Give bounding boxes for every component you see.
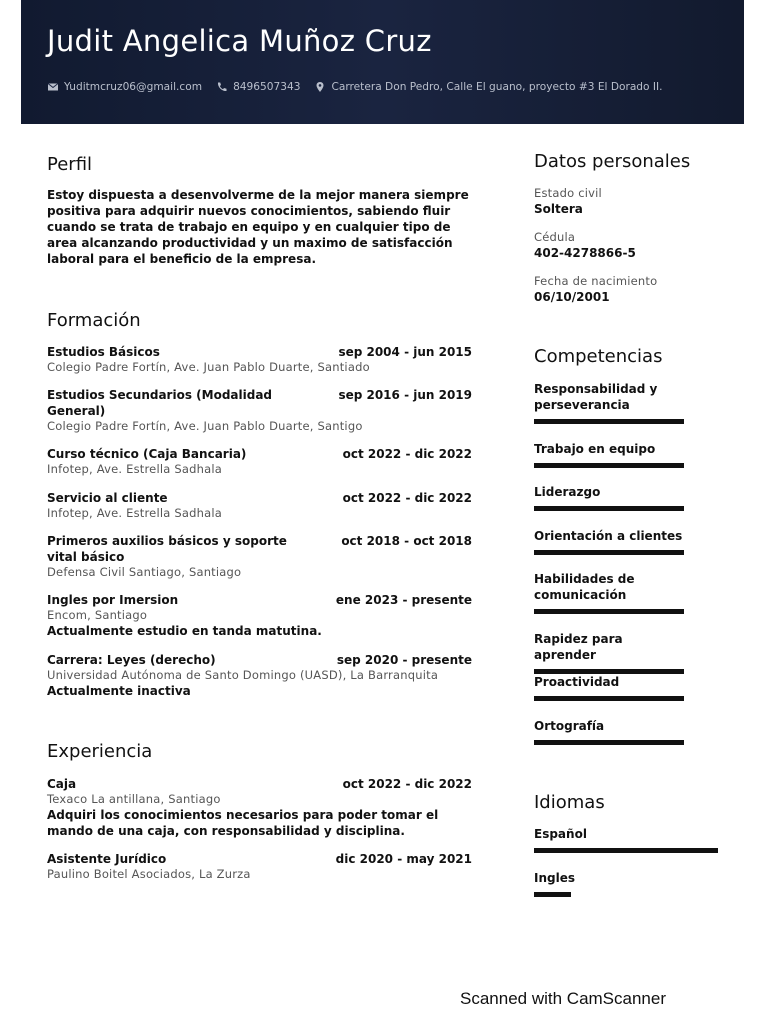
entry-date: oct 2018 - oct 2018 bbox=[341, 534, 472, 548]
entry-title: Caja bbox=[47, 777, 77, 791]
entry-place: Colegio Padre Fortín, Ave. Juan Pablo Duarte, Santigo bbox=[47, 419, 363, 433]
entry-title: Asistente Jurídico bbox=[47, 852, 167, 866]
entry-note: Adquiri los conocimientos necesarios para poder tomar el mando de una caja, con responsabilidad y disciplina. bbox=[47, 808, 439, 838]
entry-place: Paulino Boitel Asociados, La Zurza bbox=[47, 867, 251, 881]
entry-title: Estudios Básicos bbox=[47, 345, 160, 359]
language-item bbox=[534, 870, 718, 897]
header-banner bbox=[21, 0, 744, 124]
datos-value: 06/10/2001 bbox=[534, 290, 610, 304]
skill-name: Trabajo en equipo bbox=[534, 442, 656, 456]
language-level-bar bbox=[534, 892, 571, 897]
entry-title: Estudios Secundarios (Modalidad General) bbox=[47, 388, 273, 418]
entry-note: Actualmente estudio en tanda matutina. bbox=[47, 624, 322, 638]
entry-date: sep 2020 - presente bbox=[336, 653, 472, 667]
contact-email[interactable] bbox=[47, 81, 202, 93]
entry-date: oct 2022 - dic 2022 bbox=[342, 447, 472, 461]
email-text: Yuditmcruz06@gmail.com bbox=[64, 81, 203, 93]
formacion-entry bbox=[47, 490, 472, 521]
skill-name: Liderazgo bbox=[534, 485, 601, 499]
experiencia-heading: Experiencia bbox=[47, 741, 153, 762]
skill-name: Responsabilidad y perseverancia bbox=[534, 382, 658, 412]
contact-phone[interactable] bbox=[216, 81, 300, 93]
entry-date: sep 2016 - jun 2019 bbox=[338, 388, 472, 402]
entry-date: dic 2020 - may 2021 bbox=[335, 852, 472, 866]
envelope-icon bbox=[47, 81, 59, 93]
datos-heading: Datos personales bbox=[534, 151, 691, 172]
idiomas-heading: Idiomas bbox=[534, 792, 605, 813]
entry-place: Encom, Santiago bbox=[47, 608, 148, 622]
datos-value: 402-4278866-5 bbox=[534, 246, 636, 260]
skill-item bbox=[534, 381, 684, 424]
camscanner-watermark: Scanned with CamScanner bbox=[460, 989, 667, 1008]
experiencia-entry bbox=[47, 851, 472, 882]
datos-item bbox=[534, 273, 734, 305]
entry-title: Servicio al cliente bbox=[47, 491, 168, 505]
skill-item bbox=[534, 718, 684, 745]
skill-level-bar bbox=[534, 550, 684, 555]
entry-date: ene 2023 - presente bbox=[335, 593, 472, 607]
formacion-entry bbox=[47, 652, 472, 699]
competencias-heading: Competencias bbox=[534, 346, 663, 367]
entry-title: Carrera: Leyes (derecho) bbox=[47, 653, 216, 667]
phone-icon bbox=[216, 81, 228, 93]
contact-line bbox=[47, 79, 663, 95]
entry-date: oct 2022 - dic 2022 bbox=[342, 491, 472, 505]
address-text: Carretera Don Pedro, Calle El guano, proyecto #3 El Dorado II. bbox=[331, 81, 663, 93]
skill-level-bar bbox=[534, 506, 684, 511]
entry-place: Defensa Civil Santiago, Santiago bbox=[47, 565, 242, 579]
datos-label: Cédula bbox=[534, 230, 576, 244]
location-pin-icon bbox=[314, 81, 326, 93]
skill-name: Proactividad bbox=[534, 675, 620, 689]
perfil-text: Estoy dispuesta a desenvolverme de la mejor manera siempre positiva para adquirir nuevos conocimientos, sabiendo fluir cuando se trata de trabajo en equipo y en cualquier tipo de area alcanzando productividad y un maximo de satisfacción laboral para el beneficio de la empresa. bbox=[47, 188, 469, 266]
skill-level-bar bbox=[534, 609, 684, 614]
skill-item bbox=[534, 674, 684, 701]
entry-note: Actualmente inactiva bbox=[47, 684, 191, 698]
skill-level-bar bbox=[534, 696, 684, 701]
skill-level-bar bbox=[534, 740, 684, 745]
language-name: Español bbox=[534, 827, 587, 841]
language-level-bar bbox=[534, 848, 718, 853]
entry-place: Texaco La antillana, Santiago bbox=[47, 792, 221, 806]
entry-title: Ingles por Imersion bbox=[47, 593, 179, 607]
candidate-name: Judit Angelica Muñoz Cruz bbox=[47, 24, 432, 58]
datos-label: Fecha de nacimiento bbox=[534, 274, 658, 288]
entry-place: Infotep, Ave. Estrella Sadhala bbox=[47, 462, 222, 476]
skill-name: Ortografía bbox=[534, 719, 605, 733]
entry-title: Primeros auxilios básicos y soporte vital básico bbox=[47, 534, 287, 564]
entry-date: sep 2004 - jun 2015 bbox=[338, 345, 472, 359]
entry-title: Curso técnico (Caja Bancaria) bbox=[47, 447, 247, 461]
skill-level-bar bbox=[534, 419, 684, 424]
perfil-heading: Perfil bbox=[47, 154, 93, 175]
skill-name: Rapidez para aprender bbox=[534, 632, 623, 662]
skill-item bbox=[534, 631, 684, 674]
phone-text: 8496507343 bbox=[233, 81, 301, 93]
skill-name: Habilidades de comunicación bbox=[534, 572, 635, 602]
entry-place: Infotep, Ave. Estrella Sadhala bbox=[47, 506, 222, 520]
formacion-entry bbox=[47, 446, 472, 477]
contact-address bbox=[314, 81, 662, 93]
experiencia-entry bbox=[47, 776, 472, 839]
datos-item bbox=[534, 229, 734, 261]
entry-place: Universidad Autónoma de Santo Domingo (UASD), La Barranquita bbox=[47, 668, 439, 682]
formacion-heading: Formación bbox=[47, 310, 141, 331]
skill-level-bar bbox=[534, 463, 684, 468]
formacion-entry bbox=[47, 592, 472, 639]
skill-item bbox=[534, 484, 684, 511]
skill-item bbox=[534, 441, 684, 468]
entry-date: oct 2022 - dic 2022 bbox=[342, 777, 472, 791]
formacion-entry bbox=[47, 387, 472, 434]
formacion-entry bbox=[47, 533, 472, 580]
skill-item bbox=[534, 528, 684, 555]
skill-name: Orientación a clientes bbox=[534, 529, 683, 543]
formacion-entry bbox=[47, 344, 472, 375]
skill-item bbox=[534, 571, 684, 614]
entry-place: Colegio Padre Fortín, Ave. Juan Pablo Duarte, Santiado bbox=[47, 360, 370, 374]
datos-item bbox=[534, 185, 734, 217]
language-item bbox=[534, 826, 718, 853]
datos-label: Estado civil bbox=[534, 186, 602, 200]
language-name: Ingles bbox=[534, 871, 575, 885]
datos-value: Soltera bbox=[534, 202, 583, 216]
